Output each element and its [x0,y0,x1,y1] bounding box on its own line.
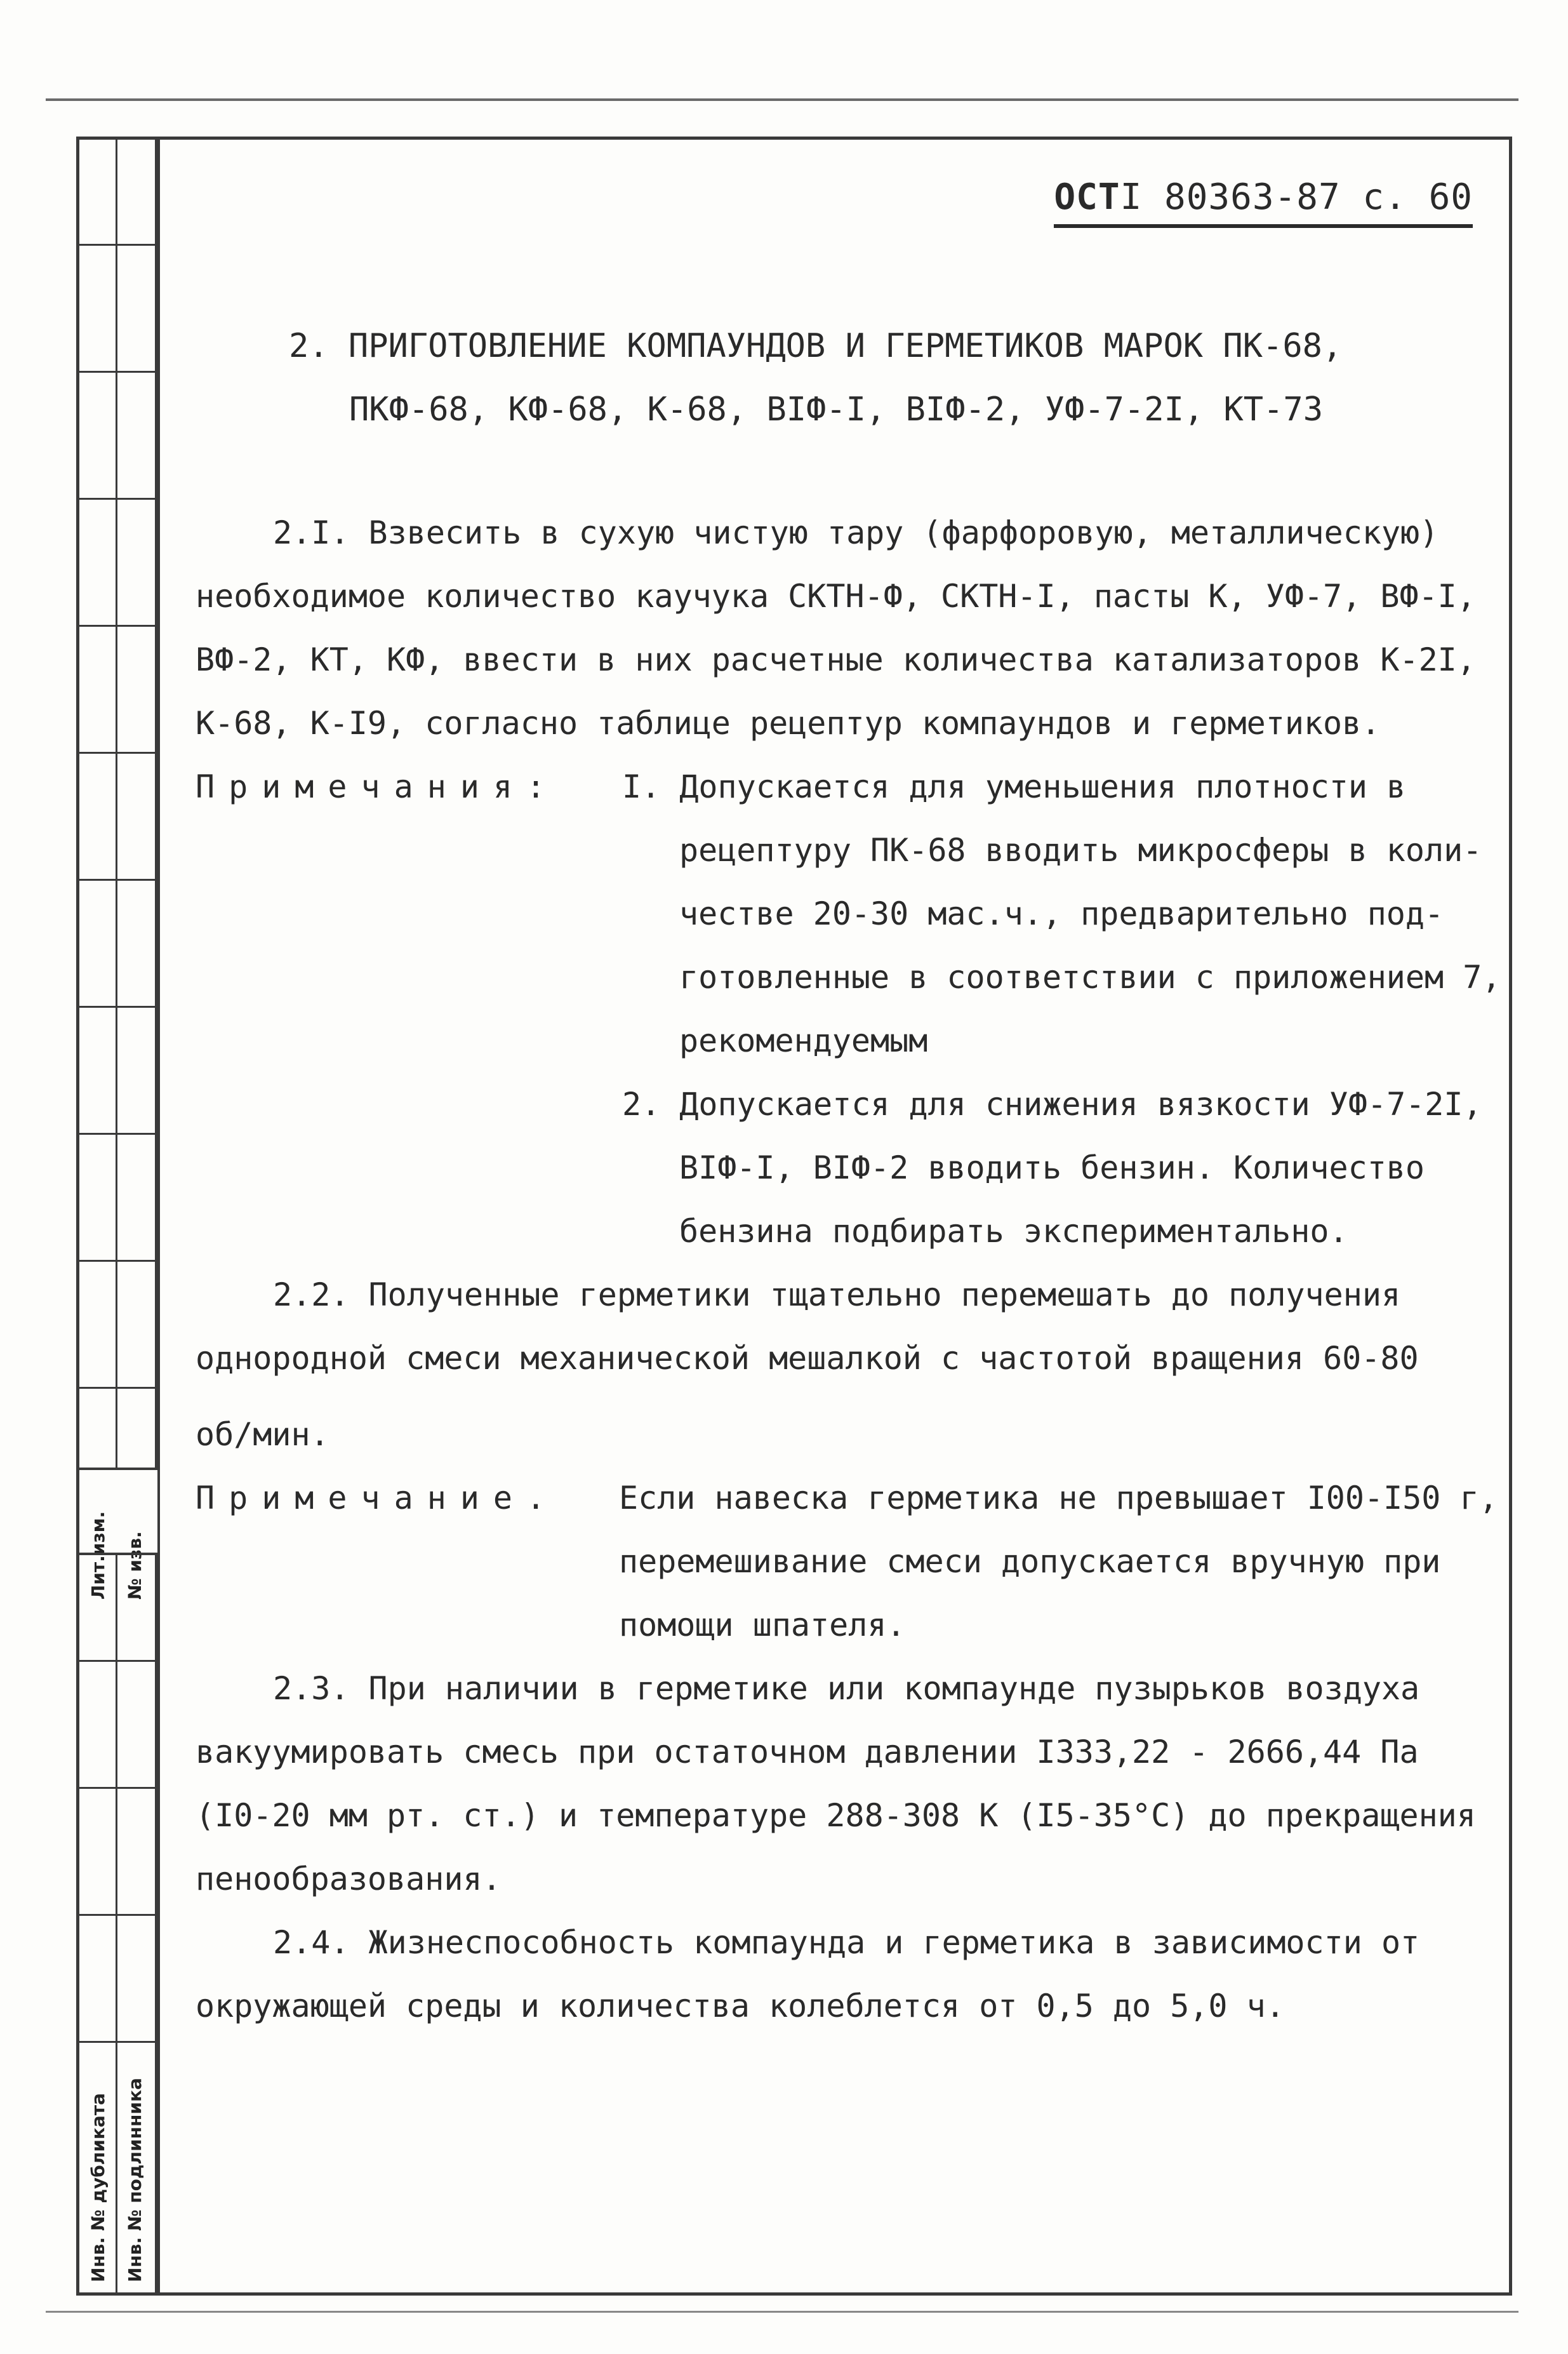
p23-line1: 2.3. При наличии в герметике или компаунде пузырьков воздуха [273,1670,1420,1707]
lit-izm-label: Лит.изм. [88,1511,109,1600]
p22-line2: однородной смеси механической мешалкой с частотой вращения 60-80 [196,1340,1419,1377]
inv-podlinnika-label: Инв. № подлинника [124,2078,145,2282]
section-title-line1: 2. ПРИГОТОВЛЕНИЕ КОМПАУНДОВ И ГЕРМЕТИКОВ МАРОК ПК-68, [289,327,1343,365]
note-label: Примечание. [196,1480,560,1516]
note-line2: перемешивание смеси допускается вручную при [619,1543,1441,1580]
p22-line3: об/мин. [196,1416,329,1453]
note-line3: помощи шпателя. [619,1607,906,1643]
note1-line3: честве 20-30 мас.ч., предварительно под- [679,895,1444,932]
p21-line3: ВФ-2, КТ, КФ, ввести в них расчетные количества катализаторов К-2І, [196,641,1476,678]
inventory-strip [76,1553,157,2296]
standard-number: I 80363-87 с. 60 [1120,177,1473,218]
standard-code: ОСТ [1054,177,1120,218]
note1-line5: рекомендуемым [679,1022,928,1059]
p24-line1: 2.4. Жизнеспособность компаунда и герметика в зависимости от [273,1924,1420,1961]
p21-line4: К-68, К-І9, согласно таблице рецептур компаундов и герметиков. [196,705,1381,742]
note-line1: Если навеска герметика не превышает І00-І50 г, [619,1480,1498,1516]
p24-line2: окружающей среды и количества колеблется от 0,5 до 5,0 ч. [196,1988,1285,2024]
notes-label: Примечания: [196,768,560,805]
p23-line3: (І0-20 мм рт. ст.) и температуре 288-308 К (І5-35°С) до прекращения [196,1797,1476,1834]
no-izv-label: № изв. [124,1531,145,1600]
p21-line2: необходимое количество каучука СКТН-Ф, СКТН-І, пасты К, УФ-7, ВФ-І, [196,578,1476,615]
p22-line1: 2.2. Полученные герметики тщательно перемешать до получения [273,1276,1401,1313]
note1-line2: рецептуру ПК-68 вводить микросферы в коли- [679,832,1482,869]
note2-line2: ВІФ-І, ВІФ-2 вводить бензин. Количество [679,1149,1425,1186]
section-title-line2: ПКФ-68, КФ-68, К-68, ВІФ-І, ВІФ-2, УФ-7-2І, КТ-73 [349,391,1324,429]
p21-line1: 2.І. Взвесить в сухую чистую тару (фарфоровую, металлическую) [273,514,1439,551]
note2-line3: бензина подбирать экспериментально. [679,1213,1348,1250]
note2-line1: 2. Допускается для снижения вязкости УФ-7-2І, [622,1086,1482,1123]
p23-line2: вакуумировать смесь при остаточном давлении І333,22 - 2666,44 Па [196,1734,1419,1770]
inv-dublikata-label: Инв. № дубликата [88,2093,109,2282]
p23-line4: пенообразования. [196,1861,502,1897]
document-code [1054,177,1473,228]
revision-strip [76,137,157,1600]
note1-line4: готовленные в соответствии с приложением 7, [679,959,1501,996]
note1-line1: І. Допускается для уменьшения плотности в [622,768,1406,805]
